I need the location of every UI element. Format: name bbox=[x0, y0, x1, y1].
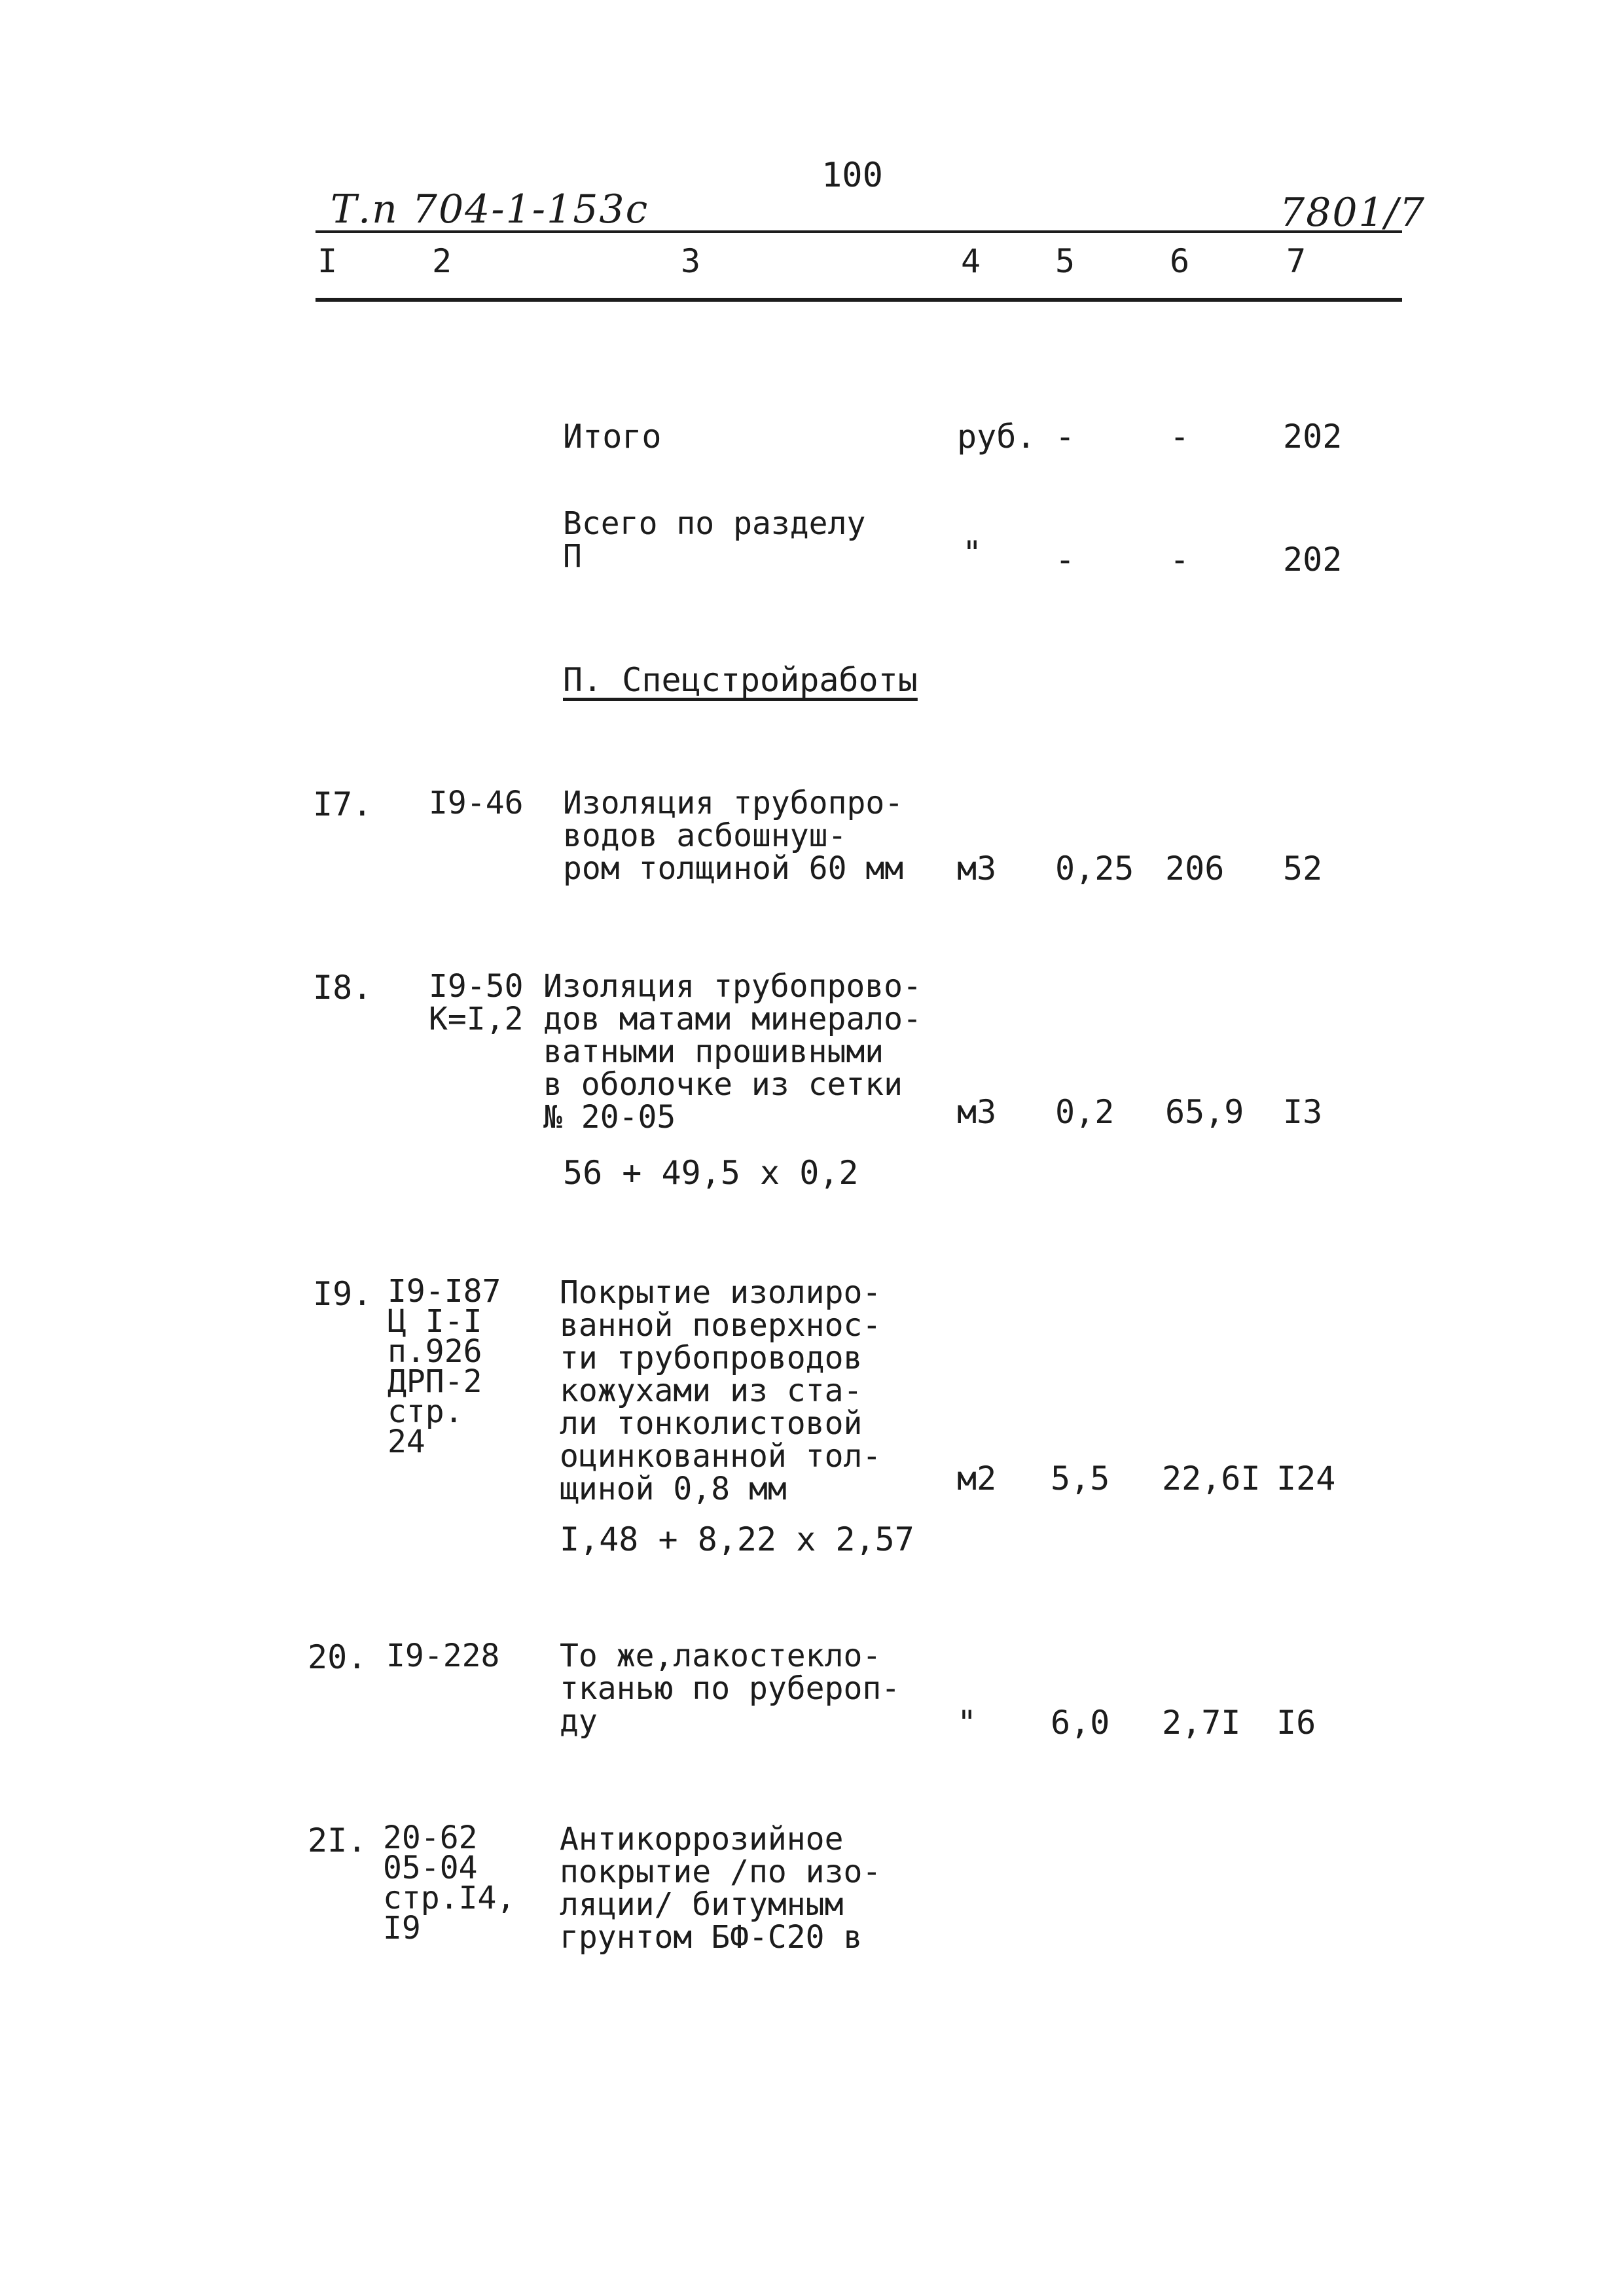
row-number: 20. bbox=[308, 1638, 367, 1676]
subtotal-qty: - bbox=[1055, 418, 1075, 456]
column-header-3: 3 bbox=[681, 242, 701, 280]
row-code: I9-50 К=I,2 bbox=[429, 968, 524, 1037]
column-header-5: 5 bbox=[1055, 242, 1075, 280]
row-unit: м3 bbox=[957, 1093, 997, 1131]
row-code: I9-228 bbox=[386, 1638, 500, 1674]
row-unit-price: 65,9 bbox=[1165, 1093, 1244, 1131]
section-total-qty: - bbox=[1055, 541, 1075, 579]
row-total: I24 bbox=[1276, 1460, 1336, 1498]
row-description: То же,лакостекло- тканью по рубероп- ду bbox=[560, 1638, 901, 1740]
row-number: I8. bbox=[313, 969, 372, 1007]
section-total-unit: " bbox=[962, 534, 983, 572]
row-quantity: 6,0 bbox=[1051, 1704, 1110, 1742]
header-bottom-rule bbox=[316, 298, 1402, 302]
column-header-1: I bbox=[317, 242, 338, 280]
subtotal-price: - bbox=[1170, 418, 1190, 456]
column-header-2: 2 bbox=[432, 242, 452, 280]
section-heading: П. Спецстройработы bbox=[563, 661, 918, 699]
page-number: 100 bbox=[821, 156, 883, 195]
row-unit-price: 2,7I bbox=[1162, 1704, 1241, 1742]
row-quantity: 0,25 bbox=[1055, 850, 1134, 888]
row-unit-price: 206 bbox=[1165, 850, 1225, 888]
row-quantity: 5,5 bbox=[1051, 1460, 1110, 1498]
row-total: 52 bbox=[1283, 850, 1323, 888]
row-description: Антикоррозийное покрытие /по изо- ляции/ битумным грунтом БФ-С20 в bbox=[560, 1821, 882, 1956]
row-number: I7. bbox=[313, 785, 372, 823]
row-code: I9-I87 Ц I-I п.926 ДРП-2 стр. 24 bbox=[388, 1273, 501, 1460]
section-total-label: Всего по разделу П bbox=[563, 505, 866, 575]
header-top-rule bbox=[316, 230, 1402, 233]
row-total: I3 bbox=[1283, 1093, 1323, 1131]
row-unit: м3 bbox=[957, 850, 997, 888]
document-code-right: 7801/7 bbox=[1280, 190, 1426, 236]
subtotal-label: Итого bbox=[563, 418, 662, 456]
subtotal-total: 202 bbox=[1283, 418, 1343, 456]
row-formula: 56 + 49,5 х 0,2 bbox=[563, 1154, 859, 1192]
row-unit: м2 bbox=[957, 1460, 997, 1498]
row-code: 20-62 05-04 стр.I4, I9 bbox=[383, 1820, 516, 1946]
row-number: I9. bbox=[313, 1275, 372, 1313]
row-description: Изоляция трубопрово- дов матами минерало- ватными прошивными в оболочке из сетки № 20-05 bbox=[543, 968, 922, 1136]
row-description: Покрытие изолиро- ванной поверхнос- ти трубопроводов кожухами из ста- ли тонколистовой оцинкованной тол- щиной 0,8 мм bbox=[560, 1274, 882, 1507]
row-number: 2I. bbox=[308, 1821, 367, 1859]
column-header-4: 4 bbox=[961, 242, 981, 280]
row-quantity: 0,2 bbox=[1055, 1093, 1115, 1131]
row-unit-price: 22,6I bbox=[1162, 1460, 1261, 1498]
section-total-total: 202 bbox=[1283, 541, 1343, 579]
subtotal-unit: руб. bbox=[957, 418, 1036, 456]
row-unit: " bbox=[957, 1704, 977, 1742]
section-total-price: - bbox=[1170, 541, 1190, 579]
column-header-7: 7 bbox=[1286, 242, 1307, 280]
row-code: I9-46 bbox=[429, 785, 524, 821]
document-code-left: Т.п 704-1-153с bbox=[331, 187, 649, 232]
row-description: Изоляция трубопро- водов асбошнуш- ром толщиной 60 мм bbox=[563, 785, 904, 887]
row-total: I6 bbox=[1276, 1704, 1316, 1742]
column-header-6: 6 bbox=[1170, 242, 1190, 280]
row-formula: I,48 + 8,22 х 2,57 bbox=[560, 1520, 914, 1558]
